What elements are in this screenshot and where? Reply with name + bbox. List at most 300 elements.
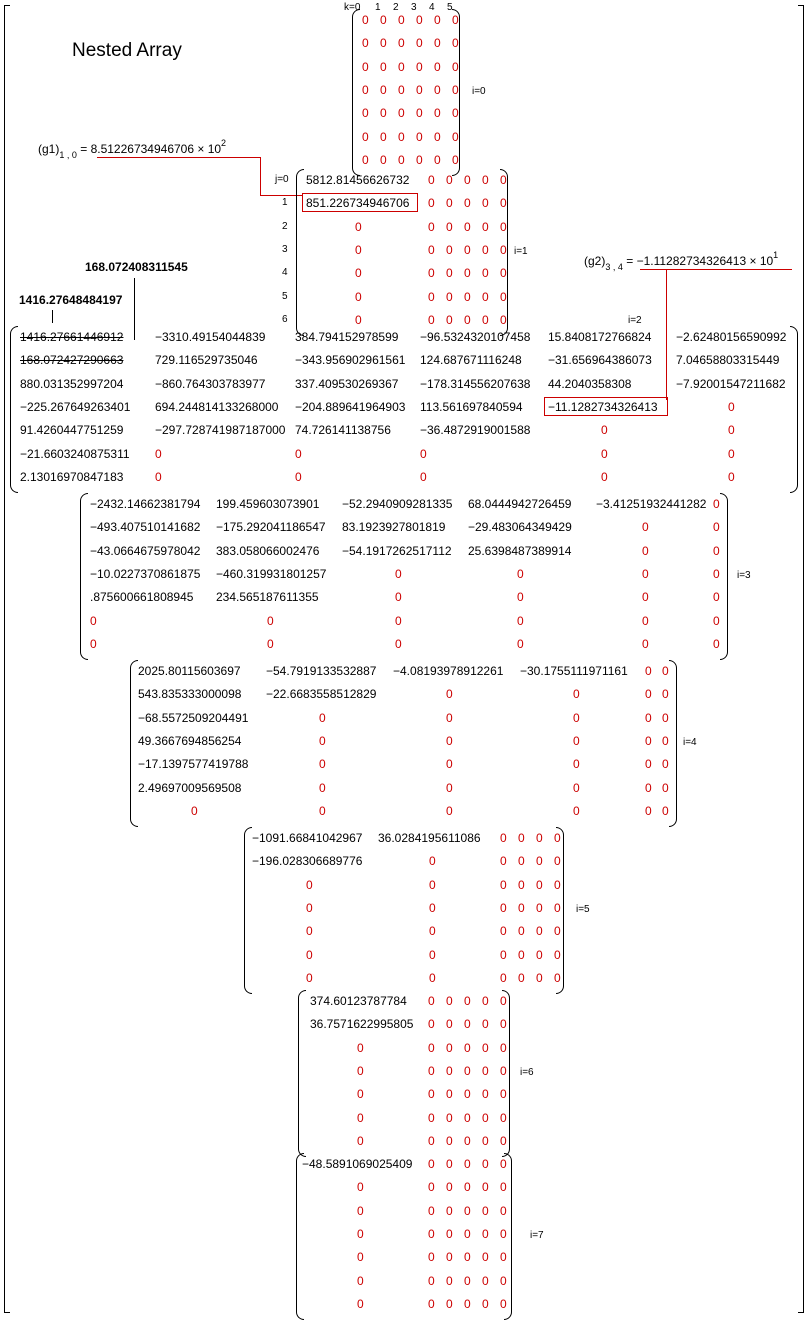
matrix-cell: 0 (713, 613, 720, 628)
matrix-cell: 0 (536, 831, 543, 845)
matrix-cell: 0 (380, 13, 387, 27)
matrix-cell: 880.031352997204 (20, 376, 124, 391)
matrix-cell: 0 (306, 900, 313, 915)
matrix-cell: 0 (395, 636, 402, 651)
matrix-cell: 0 (500, 900, 507, 915)
matrix-cell: 0 (482, 1110, 489, 1125)
g2-subscript: 3 , 4 (605, 262, 623, 272)
matrix-cell: 0 (267, 636, 274, 651)
matrix-cell: 0 (601, 446, 608, 461)
matrix-cell: 0 (428, 1017, 435, 1032)
matrix-cell: 0 (428, 1273, 435, 1288)
g2-close: ) (601, 254, 606, 268)
matrix-cell: 0 (398, 59, 405, 74)
matrix-cell: 0 (500, 196, 507, 211)
matrix-cell: 0 (517, 590, 524, 605)
matrix-cell: 0 (446, 1063, 453, 1078)
matrix-cell: 0 (500, 173, 507, 187)
bold-value-1416: 1416.27648484197 (19, 293, 123, 307)
matrix-cell: −43.0664675978042 (90, 543, 201, 558)
row-label: j=0 (275, 174, 289, 185)
matrix-cell: 0 (482, 1250, 489, 1265)
matrix-cell: −31.656964386073 (548, 353, 652, 368)
matrix-cell: 0 (464, 1296, 471, 1311)
matrix-cell: −17.1397577419788 (138, 757, 249, 772)
matrix-index-label: i=7 (530, 1229, 544, 1241)
matrix-cell: 0 (518, 831, 525, 845)
matrix-cell: 0 (420, 446, 427, 461)
matrix-cell: 0 (452, 59, 459, 74)
matrix-cell: 0 (645, 803, 652, 818)
g2-exponent: 1 (773, 250, 779, 260)
matrix-cell: 0 (306, 877, 313, 892)
matrix-cell: 0 (357, 1040, 364, 1055)
matrix-cell: 0 (398, 82, 405, 97)
matrix-index-label: i=3 (737, 569, 751, 581)
row-label: 5 (282, 290, 288, 302)
matrix-cell: 0 (554, 831, 561, 845)
matrix-cell: 0 (517, 636, 524, 651)
matrix-cell: 0 (446, 1226, 453, 1241)
matrix-cell: −225.267649263401 (20, 399, 131, 414)
matrix-cell: −10.0227370861875 (90, 566, 201, 581)
matrix-cell: 0 (446, 1180, 453, 1195)
matrix-cell: 168.072427290663 (20, 353, 124, 368)
matrix-cell: 0 (429, 970, 436, 985)
matrix-cell: −204.889641964903 (295, 399, 406, 414)
matrix-cell: 0 (464, 266, 471, 281)
matrix-cell: 0 (446, 1203, 453, 1218)
matrix-cell: −30.1755111971161 (520, 664, 628, 678)
outer-right-bracket (798, 5, 804, 1313)
matrix-cell: 0 (446, 1133, 453, 1148)
matrix-right-paren (790, 326, 798, 493)
matrix-cell: 0 (319, 733, 326, 748)
matrix-cell: 0 (434, 13, 441, 27)
k-label: 4 (429, 2, 435, 13)
matrix-cell: 0 (662, 664, 669, 678)
matrix-cell: −196.028306689776 (252, 854, 363, 869)
matrix-cell: 0 (395, 566, 402, 581)
matrix-cell: 0 (536, 877, 543, 892)
matrix-cell: 0 (452, 129, 459, 144)
matrix-cell: 0 (380, 152, 387, 167)
g2-open: ( (584, 254, 588, 268)
matrix-cell: 113.561697840594 (420, 399, 523, 414)
k-label: k=0 (344, 2, 361, 13)
matrix-cell: −3310.49154044839 (155, 330, 266, 344)
matrix-cell: 0 (464, 196, 471, 211)
matrix-cell: 0 (428, 242, 435, 257)
matrix-cell: 2025.80115603697 (138, 664, 241, 678)
matrix-cell: 0 (642, 543, 649, 558)
matrix-cell: 0 (713, 590, 720, 605)
matrix-cell: 0 (642, 590, 649, 605)
g2-underline (640, 269, 792, 270)
matrix-cell: 0 (482, 1063, 489, 1078)
matrix-cell: 0 (452, 106, 459, 121)
matrix-cell: 0 (464, 289, 471, 304)
matrix-cell: 0 (428, 1040, 435, 1055)
matrix-index-label: i=5 (576, 903, 590, 915)
matrix-cell: 0 (362, 36, 369, 51)
matrix-cell: −7.92001547211682 (676, 376, 786, 391)
matrix-cell: −460.319931801257 (216, 566, 327, 581)
matrix-cell: 0 (518, 947, 525, 962)
matrix-cell: 0 (464, 242, 471, 257)
matrix-left-paren (352, 9, 360, 176)
matrix-cell: 0 (295, 469, 302, 484)
matrix-cell: 0 (428, 1087, 435, 1102)
matrix-cell: 0 (500, 1040, 507, 1055)
matrix-cell: −48.5891069025409 (302, 1157, 413, 1171)
matrix-cell: 0 (428, 1133, 435, 1148)
matrix-cell: 0 (428, 1203, 435, 1218)
matrix-cell: 0 (642, 613, 649, 628)
matrix-cell: 0 (357, 1063, 364, 1078)
matrix-cell: 0 (500, 1226, 507, 1241)
matrix-cell: 0 (398, 13, 405, 27)
matrix-cell: 543.835333000098 (138, 687, 242, 702)
g1-exponent: 2 (221, 138, 227, 148)
g2-name: g2 (588, 254, 602, 268)
matrix-cell: 0 (517, 566, 524, 581)
matrix-cell: 0 (446, 266, 453, 281)
matrix-cell: 0 (357, 1087, 364, 1102)
matrix-cell: 0 (434, 152, 441, 167)
matrix-cell: −2432.14662381794 (90, 497, 201, 511)
matrix-cell: 36.7571622995805 (310, 1017, 414, 1032)
matrix-cell: 0 (464, 1180, 471, 1195)
matrix-cell: 0 (464, 1250, 471, 1265)
matrix-cell: 851.226734946706 (306, 196, 410, 211)
bold-value-168: 168.072408311545 (85, 260, 188, 274)
row-label: 2 (282, 220, 288, 232)
matrix-cell: 0 (728, 423, 735, 438)
matrix-cell: 0 (500, 924, 507, 939)
g2-equals: = (626, 254, 634, 268)
matrix-cell: 0 (446, 710, 453, 725)
matrix-right-paren (669, 660, 677, 827)
matrix-cell: −4.08193978912261 (393, 664, 504, 678)
matrix-cell: 0 (434, 82, 441, 97)
matrix-cell: 1416.27661446912 (20, 330, 124, 344)
matrix-cell: 0 (428, 312, 435, 327)
matrix-cell: 0 (398, 152, 405, 167)
matrix-cell: 0 (482, 1226, 489, 1241)
matrix-cell: 0 (446, 1110, 453, 1125)
matrix-cell: 0 (464, 1203, 471, 1218)
matrix-cell: 0 (554, 947, 561, 962)
matrix-cell: 0 (446, 1157, 453, 1171)
matrix-cell: 0 (500, 970, 507, 985)
matrix-cell: 0 (420, 469, 427, 484)
matrix-cell: 0 (416, 152, 423, 167)
matrix-cell: 0 (645, 687, 652, 702)
highlight-box (302, 193, 418, 212)
matrix-cell: 0 (642, 636, 649, 651)
matrix-cell: 0 (446, 1087, 453, 1102)
matrix-cell: 0 (500, 1087, 507, 1102)
matrix-cell: 0 (357, 1226, 364, 1241)
matrix-cell: 0 (554, 924, 561, 939)
matrix-cell: 0 (428, 196, 435, 211)
matrix-cell: 0 (662, 780, 669, 795)
matrix-index-label: i=6 (520, 1066, 534, 1078)
matrix-cell: 0 (398, 106, 405, 121)
matrix-cell: 0 (452, 82, 459, 97)
matrix-cell: 0 (428, 1157, 435, 1171)
matrix-cell: 0 (500, 1017, 507, 1032)
matrix-cell: −11.1282734326413 (548, 399, 658, 414)
matrix-cell: 0 (500, 1250, 507, 1265)
matrix-cell: 0 (380, 82, 387, 97)
row-label: 1 (282, 197, 288, 209)
matrix-cell: 0 (464, 312, 471, 327)
matrix-cell: 0 (518, 877, 525, 892)
matrix-cell: 0 (380, 36, 387, 51)
matrix-cell: 0 (452, 36, 459, 51)
matrix-cell: 0 (573, 780, 580, 795)
matrix-cell: 15.8408172766824 (548, 330, 652, 344)
matrix-cell: 0 (464, 1063, 471, 1078)
matrix-cell: 0 (464, 1017, 471, 1032)
matrix-cell: 0 (500, 266, 507, 281)
matrix-cell: 0 (554, 854, 561, 869)
k-label: 2 (393, 2, 399, 13)
matrix-cell: 0 (482, 289, 489, 304)
matrix-cell: 0 (482, 242, 489, 257)
matrix-cell: 0 (434, 106, 441, 121)
matrix-cell: 0 (295, 446, 302, 461)
matrix-cell: 0 (645, 780, 652, 795)
matrix-cell: 0 (464, 994, 471, 1008)
matrix-cell: 0 (482, 1087, 489, 1102)
matrix-cell: 0 (500, 1296, 507, 1311)
matrix-left-paren (10, 326, 18, 493)
matrix-cell: −343.956902961561 (295, 353, 406, 368)
matrix-cell: 0 (398, 36, 405, 51)
matrix-left-paren (296, 1153, 304, 1320)
matrix-cell: −175.292041186547 (216, 520, 326, 535)
matrix-cell: −297.728741987187000 (155, 423, 286, 438)
matrix-cell: 0 (482, 1273, 489, 1288)
matrix-cell: 0 (662, 733, 669, 748)
matrix-cell: 0 (554, 877, 561, 892)
matrix-cell: 0 (319, 803, 326, 818)
matrix-cell: 0 (500, 242, 507, 257)
outer-left-bracket (4, 5, 10, 1313)
matrix-cell: 0 (362, 106, 369, 121)
matrix-cell: 0 (446, 173, 453, 187)
matrix-cell: 0 (155, 446, 162, 461)
matrix-cell: 0 (357, 1250, 364, 1265)
matrix-cell: 0 (446, 1296, 453, 1311)
matrix-cell: 74.726141138756 (295, 423, 391, 438)
matrix-cell: 0 (357, 1133, 364, 1148)
matrix-cell: 0 (357, 1110, 364, 1125)
matrix-cell: 25.6398487389914 (468, 543, 572, 558)
matrix-cell: 0 (357, 1273, 364, 1288)
matrix-cell: 0 (434, 36, 441, 51)
matrix-cell: 199.459603073901 (216, 497, 320, 511)
matrix-index-label: i=4 (683, 736, 697, 748)
matrix-cell: 0 (446, 242, 453, 257)
matrix-cell: −29.483064349429 (468, 520, 572, 535)
matrix-cell: 0 (500, 994, 507, 1008)
matrix-cell: 0 (90, 636, 97, 651)
matrix-cell: 0 (362, 152, 369, 167)
matrix-cell: 0 (642, 520, 649, 535)
matrix-cell: −3.41251932441282 (596, 497, 707, 511)
matrix-cell: 0 (355, 289, 362, 304)
matrix-cell: 0 (306, 947, 313, 962)
matrix-left-paren (298, 990, 306, 1157)
matrix-cell: 0 (416, 36, 423, 51)
matrix-cell: 729.116529735046 (155, 353, 258, 368)
matrix-cell: 0 (662, 710, 669, 725)
matrix-cell: 0 (319, 757, 326, 772)
matrix-cell: 384.794152978599 (295, 330, 399, 344)
matrix-cell: 0 (573, 687, 580, 702)
matrix-cell: 0 (482, 994, 489, 1008)
matrix-cell: 0 (573, 803, 580, 818)
matrix-cell: 0 (645, 710, 652, 725)
matrix-cell: 0 (713, 636, 720, 651)
matrix-cell: 0 (500, 854, 507, 869)
page-title: Nested Array (72, 40, 182, 61)
matrix-cell: −52.2940909281335 (342, 497, 453, 511)
matrix-cell: 0 (429, 877, 436, 892)
matrix-cell: 0 (428, 266, 435, 281)
matrix-cell: 0 (446, 1017, 453, 1032)
matrix-cell: 0 (319, 710, 326, 725)
matrix-cell: −68.5572509204491 (138, 710, 249, 725)
matrix-cell: 2.13016970847183 (20, 469, 124, 484)
matrix-cell: 0 (416, 106, 423, 121)
matrix-cell: 0 (428, 1110, 435, 1125)
matrix-cell: 0 (713, 497, 720, 511)
matrix-cell: −22.6683558512829 (266, 687, 377, 702)
matrix-cell: 0 (500, 219, 507, 234)
matrix-cell: −54.7919133532887 (266, 664, 377, 678)
matrix-cell: 0 (452, 152, 459, 167)
matrix-cell: 0 (518, 924, 525, 939)
matrix-cell: 68.0444942726459 (468, 497, 572, 511)
matrix-cell: 7.04658803315449 (676, 353, 780, 368)
matrix-cell: 0 (464, 219, 471, 234)
matrix-cell: 0 (500, 877, 507, 892)
matrix-cell: 0 (554, 900, 561, 915)
matrix-cell: −36.4872919001588 (420, 423, 531, 438)
matrix-cell: 337.409530269367 (295, 376, 399, 391)
matrix-cell: 0 (500, 312, 507, 327)
g1-underline (97, 157, 260, 158)
k-label: 1 (375, 2, 381, 13)
g2-value: −1.11282734326413 × 10 (636, 254, 774, 268)
matrix-cell: 0 (452, 13, 459, 27)
matrix-index-label: i=2 (628, 315, 642, 326)
matrix-cell: −493.407510141682 (90, 520, 201, 535)
matrix-cell: 0 (536, 947, 543, 962)
matrix-cell: 0 (428, 289, 435, 304)
matrix-cell: 0 (446, 733, 453, 748)
matrix-cell: 0 (355, 266, 362, 281)
matrix-cell: 0 (416, 82, 423, 97)
matrix-cell: 0 (500, 1063, 507, 1078)
matrix-cell: −96.5324320107458 (420, 330, 531, 344)
matrix-cell: 0 (446, 1250, 453, 1265)
matrix-cell: 0 (191, 803, 198, 818)
k-label: 3 (411, 2, 417, 13)
g1-open: ( (38, 142, 42, 156)
matrix-left-paren (244, 827, 252, 994)
matrix-cell: 0 (319, 780, 326, 795)
matrix-cell: 0 (662, 687, 669, 702)
matrix-cell: 0 (728, 446, 735, 461)
matrix-cell: 0 (713, 543, 720, 558)
matrix-cell: 0 (155, 469, 162, 484)
matrix-cell: 0 (713, 566, 720, 581)
matrix-cell: 0 (416, 13, 423, 27)
matrix-cell: 0 (446, 312, 453, 327)
matrix-cell: 0 (500, 1273, 507, 1288)
matrix-cell: 0 (728, 399, 735, 414)
matrix-cell: 0 (482, 1203, 489, 1218)
matrix-cell: 0 (362, 59, 369, 74)
matrix-cell: 0 (500, 831, 507, 845)
matrix-cell: .875600661808945 (90, 590, 194, 605)
matrix-cell: 0 (517, 613, 524, 628)
matrix-cell: 0 (518, 854, 525, 869)
matrix-cell: 0 (500, 1157, 507, 1171)
highlight-box (544, 397, 668, 416)
matrix-cell: 0 (536, 924, 543, 939)
matrix-cell: 0 (482, 266, 489, 281)
matrix-cell: 0 (380, 59, 387, 74)
row-label: 4 (282, 267, 288, 279)
matrix-index-label: i=1 (514, 245, 528, 257)
g1-subscript: 1 , 0 (59, 150, 77, 160)
matrix-cell: 0 (357, 1180, 364, 1195)
matrix-cell: 0 (446, 1040, 453, 1055)
matrix-cell: 0 (500, 1110, 507, 1125)
matrix-cell: 0 (395, 613, 402, 628)
matrix-cell: 0 (428, 1063, 435, 1078)
k-label: 5 (447, 2, 453, 13)
matrix-cell: 0 (306, 924, 313, 939)
g1-close: ) (55, 142, 60, 156)
matrix-cell: −54.1917262517112 (342, 543, 452, 558)
matrix-cell: 0 (357, 1296, 364, 1311)
matrix-cell: 374.60123787784 (310, 994, 407, 1008)
matrix-cell: 44.2040358308 (548, 376, 632, 391)
matrix-cell: 0 (662, 803, 669, 818)
matrix-cell: 0 (482, 219, 489, 234)
matrix-cell: 0 (355, 242, 362, 257)
matrix-cell: 0 (536, 970, 543, 985)
g1-equals: = (80, 142, 88, 156)
matrix-cell: 0 (482, 1017, 489, 1032)
g1-name: g1 (42, 142, 56, 156)
matrix-cell: 0 (645, 733, 652, 748)
matrix-cell: 0 (500, 289, 507, 304)
matrix-cell: 0 (446, 780, 453, 795)
matrix-cell: 5812.81456626732 (306, 173, 410, 187)
matrix-cell: 0 (713, 520, 720, 535)
matrix-cell: 0 (536, 854, 543, 869)
matrix-cell: 0 (518, 900, 525, 915)
